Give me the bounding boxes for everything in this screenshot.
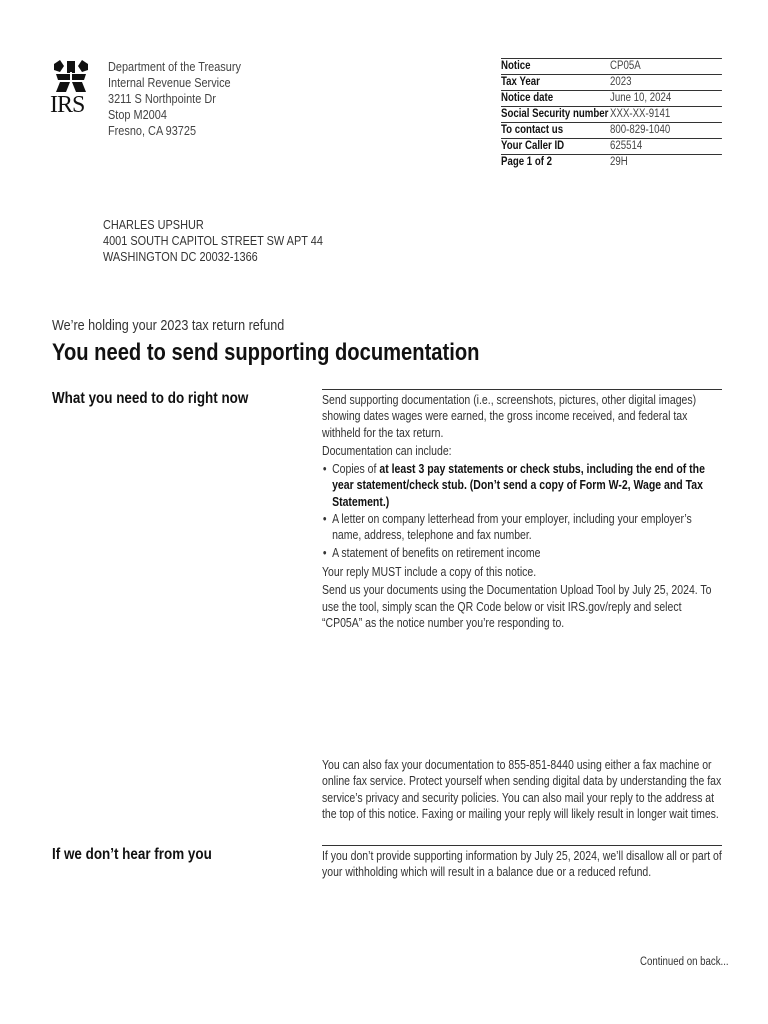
section-body: [322, 392, 724, 633]
info-value: 625514: [608, 139, 722, 155]
info-label: Page 1 of 2: [501, 155, 608, 171]
eagle-icon: [50, 58, 92, 94]
info-label: Your Caller ID: [501, 139, 608, 155]
address-line: Stop M2004: [108, 107, 167, 122]
list-item: • A letter on company letterhead from your employer, including your employer’s name, address, telephone and fax number.: [332, 511, 723, 544]
subtitle: We’re holding your 2023 tax return refund: [52, 317, 285, 334]
logo-text: IRS: [50, 92, 85, 118]
info-label: To contact us: [501, 123, 608, 139]
fax-paragraph: You can also fax your documentation to 855-851-8440 using either a fax machine or online fax service. Protect yourself when sending digital data by understanding the fax service’s privacy and security policies. You can also mail your reply to the address at the top of this notice. Faxing or mailing your reply will likely result in longer wait times.: [322, 758, 722, 821]
text: Copies of: [332, 462, 380, 477]
address-line: Department of the Treasury: [108, 59, 241, 74]
info-label: Notice date: [501, 91, 608, 107]
paragraph: Send us your documents using the Documentation Upload Tool by July 25, 2024. To use the tool, simply scan the QR Code below or visit IRS.gov/reply and select “CP05A” as the notice number you’re responding to.: [322, 583, 712, 630]
info-row: [501, 75, 722, 91]
recipient-line: CHARLES UPSHUR: [103, 217, 204, 232]
info-value: 2023: [608, 75, 722, 91]
info-row: [501, 155, 722, 171]
info-row: [501, 59, 722, 75]
page-title: You need to send supporting documentation: [52, 339, 480, 366]
paragraph: Documentation can include:: [322, 443, 452, 458]
info-value: 29H: [608, 155, 722, 171]
paragraph: Your reply MUST include a copy of this notice.: [322, 564, 537, 579]
address-line: Fresno, CA 93725: [108, 123, 197, 138]
bold-text: at least 3 pay statements or check stubs, including the end of the year statement/check stub. (Don’t send a copy of Form W-2, Wage and Tax Statement.): [332, 462, 705, 509]
info-value: 800-829-1040: [608, 123, 722, 139]
info-row: [501, 139, 722, 155]
section-heading: What you need to do right now: [52, 390, 249, 407]
address-line: Internal Revenue Service: [108, 75, 231, 90]
recipient-line: 4001 SOUTH CAPITOL STREET SW APT 44: [103, 233, 323, 248]
irs-logo: [50, 58, 96, 119]
list-item: • A statement of benefits on retirement income: [332, 545, 723, 561]
documentation-list: [322, 461, 724, 561]
divider: [322, 845, 722, 846]
info-label: Social Security number: [501, 107, 608, 123]
section-heading: If we don’t hear from you: [52, 846, 212, 863]
notice-info-table: [501, 58, 722, 170]
section-body: If you don’t provide supporting information by July 25, 2024, we’ll disallow all or part of your withholding which will result in a balance due or a reduced refund.: [322, 849, 722, 880]
sender-address: [108, 59, 241, 139]
recipient-address: [103, 217, 323, 265]
info-row: [501, 107, 722, 123]
continued-note: Continued on back...: [640, 956, 729, 968]
info-label: Tax Year: [501, 75, 608, 91]
info-value: XXX-XX-9141: [608, 107, 722, 123]
paragraph: Send supporting documentation (i.e., screenshots, pictures, other digital images) showing dates wages were earned, the gross income received, and federal tax withheld for the tax return.: [322, 393, 697, 440]
info-row: [501, 91, 722, 107]
info-value: June 10, 2024: [608, 91, 722, 107]
divider: [322, 389, 722, 390]
info-value: CP05A: [608, 59, 722, 75]
address-line: 3211 S Northpointe Dr: [108, 91, 216, 106]
recipient-line: WASHINGTON DC 20032-1366: [103, 249, 258, 264]
info-row: [501, 123, 722, 139]
info-label: Notice: [501, 59, 608, 75]
list-item: [332, 461, 723, 510]
